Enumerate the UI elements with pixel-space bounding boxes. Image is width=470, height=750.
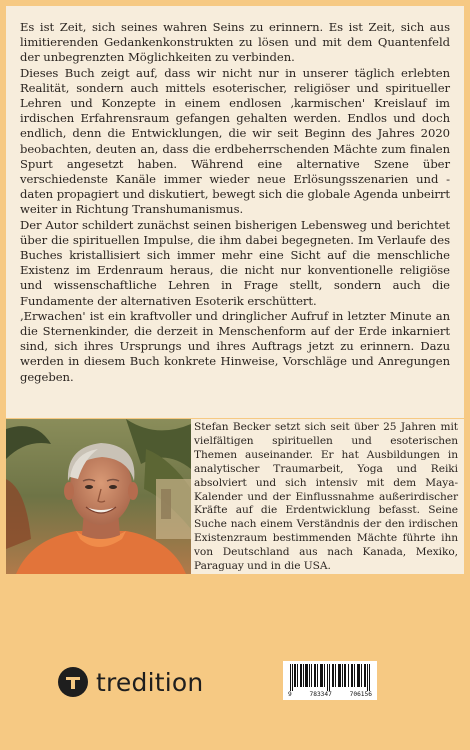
author-bio: Stefan Becker setzt sich seit über 25 Jahren mit vielfältigen spirituellen und esoterischen Themen auseinander. Er hat Ausbildungen in analytischer Traumarbeit, Yoga und Reiki absolviert und sich intensiv mit dem Maya-Kalender und der Einflussnahme außerirdischer Kräfte auf die Erdentwicklung befasst. Seine Suche nach einem Verständnis der den irdischen Existenzraum bestimmenden Mächte führte ihn von Deutschland aus nach Kanada, Mexiko, Paraguay und in die USA.: [194, 421, 458, 573]
blurb-paragraph-4: ‚Erwachen' ist ein kraftvoller und dringlicher Aufruf in letzter Minute an die Sternenkinder, die derzeit in Menschenform auf der Erde inkarniert sind, sich ihres Ursprungs und ihres Auftrags jetzt zu erinnern. Dazu werden in diesem Buch konkrete Hinweise, Vorschläge und Anregungen gegeben.: [20, 308, 450, 384]
author-photo: [6, 419, 191, 574]
publisher-logo: [58, 666, 203, 698]
tredition-logo-icon: [58, 667, 88, 697]
blurb-paragraph-1: Es ist Zeit, sich seines wahren Seins zu erinnern. Es ist Zeit, sich aus limitierenden Gedankenkonstrukten zu lösen und mit dem Quantenfeld der unbegrenzten Möglichkeiten zu verbinden.: [20, 20, 450, 65]
back-cover-blurb: [6, 6, 464, 418]
blurb-paragraph-2: Dieses Buch zeigt auf, dass wir nicht nur in unserer täglich erlebten Realität, sondern auch mittels esoterischer, religiöser und spiritueller Lehren und Konzepte in einem endlosen ‚karmischen' Kreislauf im irdischen Erfahrensraum gefangen gehalten werden. Endlos und doch endlich, denn die Entwicklungen, die wir seit Beginn des Jahres 2020 beobachten, deuten an, dass die erdbeherrschenden Mächte zum finalen Spurt angesetzt haben. Während eine alternative Szene über verschiedenste Kanäle immer wieder neue Erlösungsszenarien und -daten propagiert und diskutiert, bewegt sich die globale Agenda unbeirrt weiter in Richtung Transhumanismus.: [20, 65, 450, 217]
barcode-bars-icon: [287, 664, 373, 691]
isbn-digits-left: 783347: [309, 691, 332, 698]
isbn-digit-prefix: 9: [288, 691, 292, 698]
author-bio-panel: [191, 419, 464, 574]
isbn-digits: [287, 691, 373, 698]
blurb-paragraph-3: Der Autor schildert zunächst seinen bisherigen Lebensweg und berichtet über die spirituellen Impulse, die ihm dabei begegneten. Im Verlaufe des Buches kristallisiert sich immer mehr eine Sicht auf die menschliche Existenz im Erdenraum heraus, die nicht nur konventionelle religiöse und wissenschaftliche Lehren in Frage stellt, sondern auch die Fundamente der alternativen Esoterik erschüttert.: [20, 217, 450, 308]
isbn-barcode: [283, 661, 377, 700]
isbn-digits-right: 706156: [349, 691, 372, 698]
publisher-name: tredition: [96, 667, 204, 697]
